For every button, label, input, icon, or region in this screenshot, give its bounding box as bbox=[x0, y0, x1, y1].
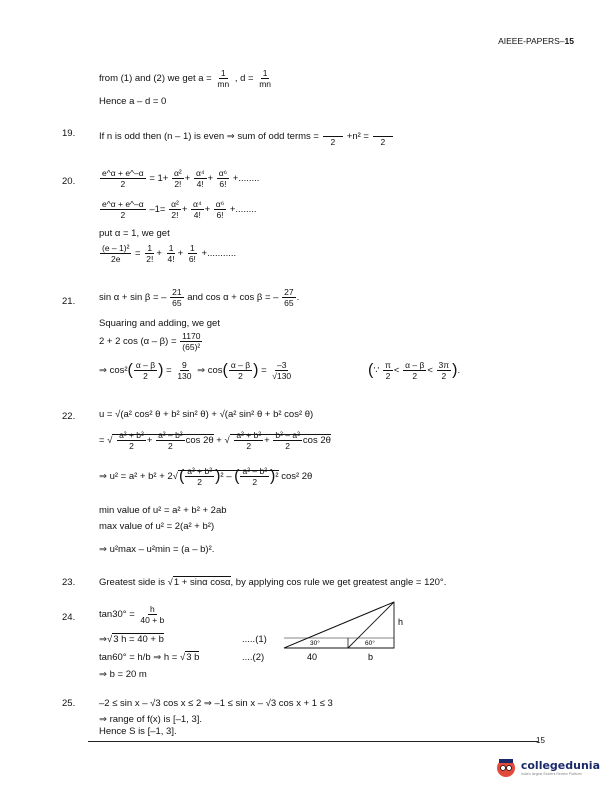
q24-line2: ⇒√3 h = 40 + b bbox=[99, 634, 164, 645]
equation-ref: ....(2) bbox=[242, 652, 265, 663]
q23-text: Greatest side is √1 + sinα cosα, by applying cos rule we get greatest angle = 120°. bbox=[99, 577, 447, 588]
footer-page-mark: 15 bbox=[536, 736, 545, 745]
q19-text: If n is odd then (n – 1) is even ⇒ sum of odd terms = 2 +n² = 2 bbox=[99, 126, 394, 147]
q20-line3: $\frac{\text{(e – 1)²}}{2e}$ = $\frac{1}{2!}$ + $\frac{1}{4!}$ + $\frac{1}{6!}$ +........... bbox=[102, 243, 237, 264]
question-number: 23. bbox=[62, 577, 76, 588]
header-page-number: 15 bbox=[564, 36, 574, 46]
q22-line6: ⇒ u²max – u²min = (a – b)². bbox=[99, 544, 215, 555]
question-number: 24. bbox=[62, 612, 76, 623]
q21-line1: sin α + sin β = – $\frac{21}{65}$ and cos α + cos β = – $\frac{27}{65}$ . bbox=[99, 287, 300, 308]
q25-line3: Hence S is [–1, 3]. bbox=[99, 726, 177, 737]
q24-line4: ⇒ b = 20 m bbox=[99, 669, 147, 680]
q21-line3: 2 + 2 cos (α – β) = $\frac{1170}{\text{(65)²}}$ bbox=[99, 331, 201, 352]
q21-line4: ⇒ cos²( $\frac{\alpha - \beta}{2}$ ) = $\frac{9}{130}$ ⇒ cos( $\frac{\alpha - \beta}{2}$ ) = $\frac{-3}{√130}$ bbox=[99, 360, 292, 381]
side-b-label: b bbox=[368, 652, 374, 662]
logo-wordmark: collegedunia bbox=[520, 758, 600, 772]
angle-30-label: 30° bbox=[310, 640, 320, 647]
question-number: 25. bbox=[62, 698, 76, 709]
q20-line1: $\frac{e\^{}\alpha + e\^{}-\alpha}{2}$ = 1+ $\frac{\text{α²}}{2!}$ + $\frac{\text{α⁴}}{4!}$ + $\frac{\text{α⁶}}{6!}$ +........ bbox=[102, 168, 260, 189]
triangle-diagram bbox=[280, 598, 420, 664]
fraction: $\frac{1}{mn}$ bbox=[259, 68, 272, 89]
q18-line2: Hence a – d = 0 bbox=[99, 96, 167, 107]
question-number: 21. bbox=[62, 296, 76, 307]
q18-line1: from (1) and (2) we get a = $\frac{1}{mn}$ , d = $\frac{1}{mn}$ bbox=[99, 68, 272, 89]
collegedunia-logo bbox=[495, 756, 600, 778]
fraction: $\frac{1}{mn}$ bbox=[217, 68, 230, 89]
q20-line2: $\frac{e\^{}\alpha + e\^{}-\alpha}{2}$ –1= $\frac{\text{α²}}{2!}$ + $\frac{\text{α⁴}}{4!}$ + $\frac{\text{α⁶}}{6!}$ +........ bbox=[102, 199, 257, 220]
q22-line1: u = √(a² cos² θ + b² sin² θ) + √(a² sin² θ + b² cos² θ) bbox=[99, 409, 314, 420]
q22-line2: = √ $\frac{\text{a² + b²}}{2}$ + $\frac{\text{a² – b²}}{2}$ cos 2θ + √ $\frac{\text{a² + b²}}{2}$ + $\frac{\text{b² – a²}}{2}$ cos 2θ bbox=[99, 430, 331, 451]
q24-line3: tan60° = h/b ⇒ h = √3 b bbox=[99, 652, 200, 663]
question-number: 22. bbox=[62, 411, 76, 422]
mascot-icon bbox=[495, 756, 517, 778]
question-number: 19. bbox=[62, 128, 76, 139]
q25-line1: –2 ≤ sin x – √3 cos x ≤ 2 ⇒ –1 ≤ sin x – √3 cos x + 1 ≤ 3 bbox=[99, 698, 333, 709]
angle-60-label: 60° bbox=[365, 640, 375, 647]
equation-ref: .....(1) bbox=[242, 634, 267, 645]
q22-line5: max value of u² = 2(a² + b²) bbox=[99, 521, 215, 532]
q20-put: put α = 1, we get bbox=[99, 228, 170, 239]
q22-line3: ⇒ u² = a² + b² + 2√( $\frac{\text{a² + b²}}{2}$ )² – ( $\frac{\text{a² – b²}}{2}$ )² cos² 2θ bbox=[99, 466, 313, 487]
q21-line2: Squaring and adding, we get bbox=[99, 318, 220, 329]
q22-line4: min value of u² = a² + b² + 2ab bbox=[99, 505, 227, 516]
height-label: h bbox=[398, 617, 404, 627]
side-40-label: 40 bbox=[307, 652, 318, 662]
header-title: AIEEE-PAPERS– bbox=[498, 36, 565, 46]
page-header bbox=[498, 36, 574, 46]
footer-rule bbox=[88, 741, 538, 742]
question-number: 20. bbox=[62, 176, 76, 187]
q24-line1: tan30° = $\frac{h}{40 + b}$ bbox=[99, 604, 165, 625]
logo-tagline: India's largest Student Review Platform bbox=[520, 771, 582, 776]
q25-line2: ⇒ range of f(x) is [–1, 3]. bbox=[99, 714, 203, 725]
q21-condition: (∵ $\frac{\pi}{2}$ < $\frac{\alpha - \beta}{2}$ < $\frac{3\pi}{2}$ ). bbox=[368, 360, 461, 381]
